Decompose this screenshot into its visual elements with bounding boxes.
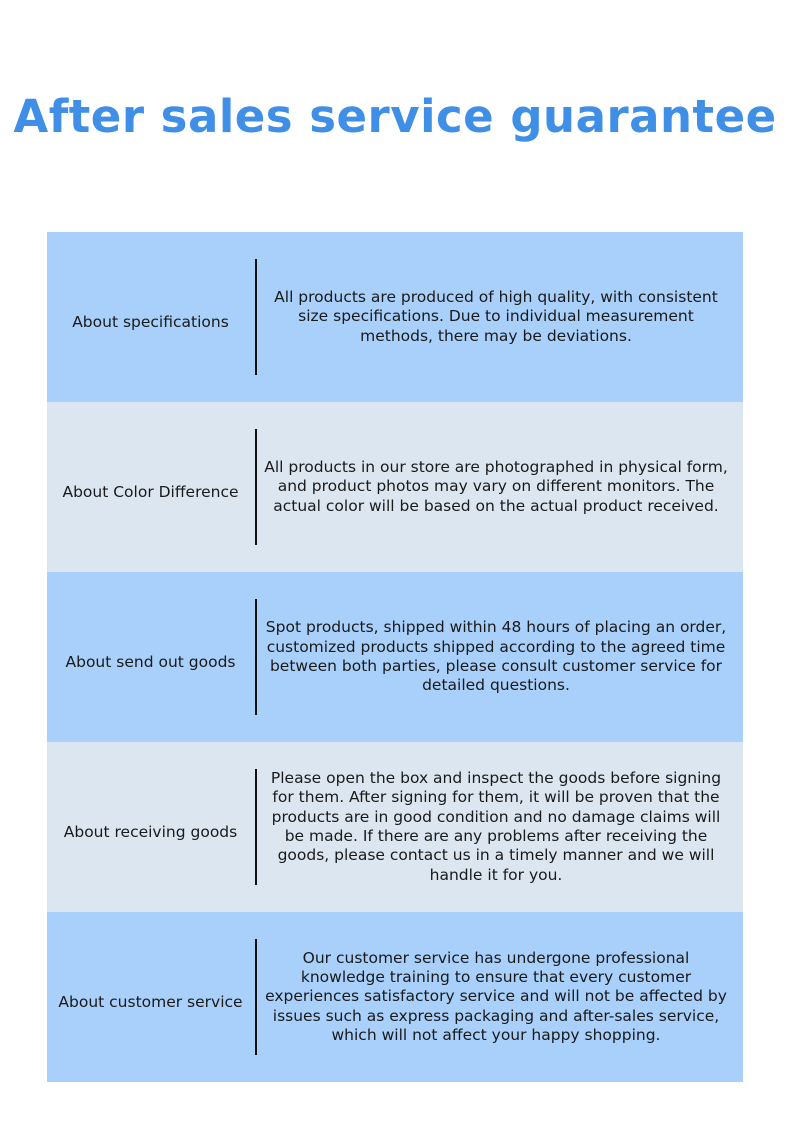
- row-description: All products are produced of high quality, with consistent size specifications. Due to individual measurement methods, there may be deviations.: [274, 288, 718, 345]
- row-description: All products in our store are photographed in physical form, and product photos may vary on different monitors. The actual color will be based on the actual product received.: [264, 458, 728, 515]
- row-description: Our customer service has undergone professional knowledge training to ensure that every customer experiences satisfactory service and will not be affected by issues such as express packaging and after-sales service, which will not affect your happy shopping.: [265, 948, 727, 1044]
- divider: [255, 769, 257, 885]
- guarantee-table: [47, 232, 743, 1082]
- row-label: About receiving goods: [63, 823, 238, 841]
- page-title: After sales service guarantee: [13, 90, 777, 143]
- row-customer-service: [47, 912, 743, 1082]
- divider: [255, 259, 257, 375]
- divider: [255, 429, 257, 545]
- row-specifications: [47, 232, 743, 402]
- row-color-difference: [47, 402, 743, 572]
- divider: [255, 939, 257, 1055]
- row-label: About Color Difference: [62, 483, 239, 501]
- row-label: About customer service: [58, 993, 243, 1011]
- divider: [255, 599, 257, 715]
- row-label: About specifications: [72, 313, 229, 331]
- row-send-out-goods: [47, 572, 743, 742]
- row-label: About send out goods: [65, 653, 236, 671]
- row-description: Please open the box and inspect the goods before signing for them. After signing for them, it will be proven that the products are in good condition and no damage claims will be made. If there are any problems after receiving the goods, please contact us in a timely manner and we will handle it for you.: [270, 769, 722, 884]
- row-receiving-goods: [47, 742, 743, 912]
- row-description: Spot products, shipped within 48 hours of placing an order, customized products shipped according to the agreed time between both parties, please consult customer service for detailed questions.: [265, 618, 727, 695]
